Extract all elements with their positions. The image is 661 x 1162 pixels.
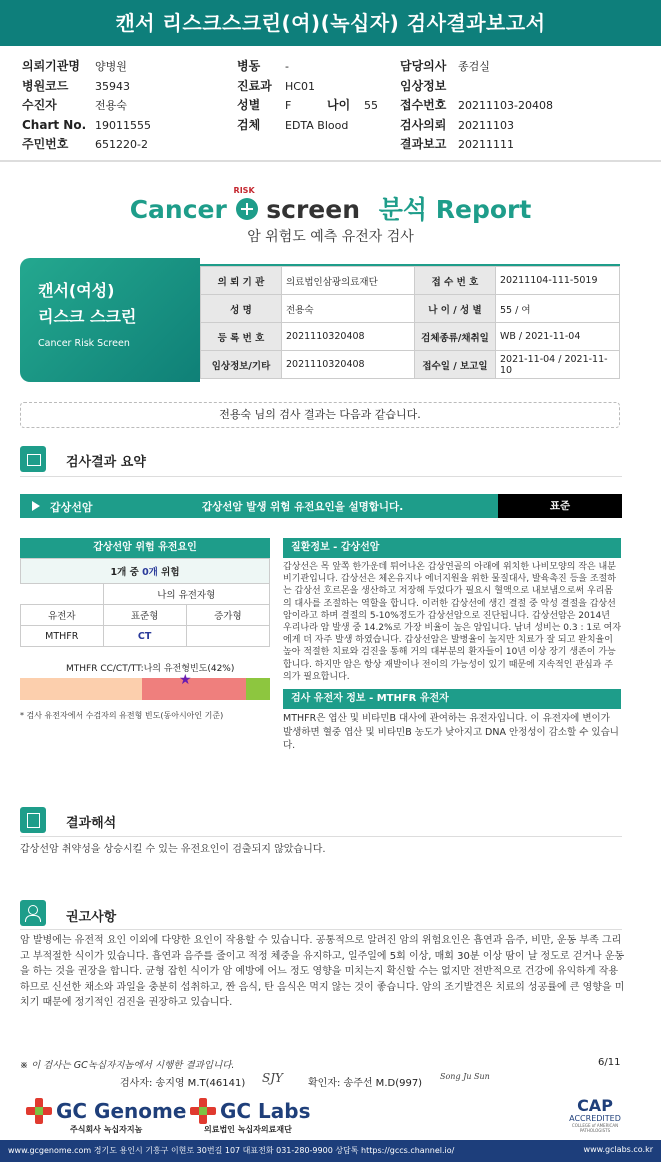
info-key: 임상정보/기타 (201, 351, 282, 379)
gene-name: MTHFR (21, 626, 104, 647)
info-value: 2021110320408 (282, 351, 415, 379)
info-key: 접 수 번 호 (415, 267, 496, 295)
interp-divider (20, 836, 622, 837)
bottom-address: www.gcgenome.com 경기도 용인시 기흥구 이현로 30번길 107 대표전화 031-280-9900 상담톡 https://gccs.channel.io/ (8, 1146, 455, 1155)
label-doctor: 담당의사 (400, 59, 447, 73)
gc-labs-logo (190, 1098, 311, 1135)
advice-text: 암 발병에는 유전적 요인 이외에 다양한 요인이 작용할 수 있습니다. 공통적으로 알려진 암의 위험요인은 흡연과 음주, 비만, 운동 부족 그리고 부적절한 식이가 있습니다. 흡연과 음주를 줄이고 적정 체중을 유지하고, 일주일에 5회 이상, 매회 30분 이상 땀이 날 정도로 걷거나 운동을 하는 것을 권장을 합니다. 균형 잡힌 식이가 암 예방에 어느 정도 영향을 미치는지 확신할 수는 없지만 전반적으로 건강에 유익하게 작용하므로 신선한 채소와 과일을 충분히 섭취하고, 짠 음식, 탄 음식은 먹지 않는 것이 좋습니다. 암의 조기발견은 치료의 성공률에 큰 영향을 미치기 때문에 정기적인 검진을 권장하고 있습니다. (20, 935, 625, 1008)
advice-divider (20, 929, 622, 930)
info-row (201, 267, 620, 295)
patient-col3 (400, 57, 446, 155)
info-key: 나 이 / 성 별 (415, 295, 496, 323)
info-table (200, 266, 620, 379)
card-title1: 캔서(여성) (38, 281, 115, 300)
label-hospital: 의뢰기관명 (22, 59, 80, 73)
cancer-desc: 갑상선암 발생 위험 유전요인을 설명합니다. (202, 501, 404, 513)
value-ssn: 651220-2 (95, 138, 148, 151)
my-genotype-label: 나의 유전자형 (103, 584, 270, 605)
value-request: 20211103 (458, 118, 514, 132)
value-age: 55 (364, 99, 379, 112)
label-hospital-code: 병원코드 (22, 78, 69, 93)
gc-labs-sub: 의료법인 녹십자의료재단 (204, 1125, 292, 1134)
freq-label: MTHFR CC/CT/TT:나의 유전형빈도(42%) (66, 664, 235, 674)
summary-divider (20, 476, 622, 477)
gc-labs-text: GC Labs (220, 1099, 311, 1123)
checker-signature: Song Ju Sun (440, 1072, 490, 1081)
patient-col1-values (95, 57, 151, 155)
gene-panel (20, 538, 270, 721)
info-row (201, 323, 620, 351)
freq-note: * 검사 유전자에서 수검자의 유전형 빈도(동아시아인 기준) (20, 711, 224, 720)
advice-title: 권고사항 (66, 910, 117, 925)
info-value: 2021-11-04 / 2021-11-10 (496, 351, 620, 379)
label-report: 결과보고 (400, 137, 447, 151)
gc-labs-cross-icon (190, 1098, 216, 1124)
page-number: 6/11 (598, 1057, 621, 1068)
risk-level-badge: 표준 (498, 494, 622, 518)
label-receipt: 접수번호 (400, 98, 447, 112)
bottom-url: www.gclabs.co.kr (583, 1145, 653, 1154)
count-post: 위험 (161, 567, 180, 578)
patient-col3-values (458, 57, 553, 155)
label-dept: 진료과 (237, 78, 272, 93)
bottom-bar (0, 1140, 661, 1162)
logo-report: 분석 Report (378, 195, 532, 224)
info-key: 의 뢰 기 관 (201, 267, 282, 295)
info-value: 20211104-111-5019 (496, 267, 620, 295)
cap-text: CAP (577, 1096, 613, 1115)
value-specimen: EDTA Blood (285, 118, 349, 132)
gene-count (21, 559, 270, 584)
value-chart: 19011555 (95, 118, 151, 132)
info-row (201, 351, 620, 379)
value-report: 20211111 (458, 138, 514, 151)
disease-panel (283, 538, 621, 753)
test-card (20, 258, 200, 382)
col-standard: 표준형 (103, 605, 186, 626)
report-logo (0, 186, 661, 226)
patient-col1 (22, 57, 86, 155)
logo-risk: RISK (233, 186, 255, 195)
interp-icon (20, 807, 46, 833)
gc-genome-text: GC Genome (56, 1099, 187, 1123)
info-key: 검체종류/채취일 (415, 323, 496, 351)
value-dept: HC01 (285, 79, 315, 93)
value-sex: F (285, 99, 292, 112)
value-patient: 전용숙 (95, 99, 127, 112)
logo-cancer: Cancer (129, 195, 227, 224)
info-value: 의료법인삼광의료재단 (282, 267, 415, 295)
info-key: 접수일 / 보고일 (415, 351, 496, 379)
cap-logo (560, 1098, 630, 1133)
label-clinical: 임상정보 (400, 78, 447, 93)
freq-segment-tt (246, 678, 270, 700)
patient-info (0, 52, 661, 152)
label-patient: 수진자 (22, 98, 57, 112)
age-row (327, 96, 378, 116)
freq-segment-cc (20, 678, 142, 700)
label-ward: 병동 (237, 59, 261, 73)
cap-sub: ACCREDITED (569, 1114, 621, 1123)
info-value: 2021110320408 (282, 323, 415, 351)
info-table-wrap (200, 264, 620, 380)
info-value: WB / 2021-11-04 (496, 323, 620, 351)
logo-screen: screen (266, 195, 361, 224)
cancer-name: 갑상선암 (50, 501, 93, 514)
footer-note: ※ 이 검사는 GC녹십자지놈에서 시행한 결과입니다. (20, 1060, 235, 1071)
freq-segment-ct (142, 678, 246, 700)
standard-value: CT (103, 626, 186, 647)
count-pre: 1개 중 (110, 567, 139, 578)
gene-table (20, 558, 270, 647)
gc-genome-logo (26, 1098, 186, 1135)
col-increased: 증가형 (186, 605, 269, 626)
result-notice: 전용숙 님의 검사 결과는 다음과 같습니다. (20, 402, 620, 428)
info-value: 55 / 여 (496, 295, 620, 323)
card-title2: 리스크 스크린 (38, 307, 137, 326)
tester-signature: SJY (262, 1071, 283, 1085)
value-hospital-code: 35943 (95, 79, 130, 93)
label-chart: Chart No. (22, 117, 87, 132)
value-receipt: 20211103-20408 (458, 99, 553, 112)
logo-target-icon (233, 186, 258, 220)
patient-col2 (237, 57, 272, 135)
label-age: 나이 (327, 98, 351, 112)
count-num: 0개 (142, 567, 158, 578)
report-header: 캔서 리스크스크린(여)(녹십자) 검사결과보고서 (0, 0, 661, 46)
cancer-bar (20, 494, 622, 518)
disease-title: 질환정보 - 갑상선암 (283, 538, 621, 558)
info-key: 성 명 (201, 295, 282, 323)
col-gene: 유전자 (21, 605, 104, 626)
value-doctor: 종검실 (458, 60, 490, 73)
interp-text: 갑상선암 취약성을 상승시킬 수 있는 유전요인이 검출되지 않았습니다. (20, 844, 326, 855)
summary-icon (20, 446, 46, 472)
divider (0, 160, 661, 162)
label-ssn: 주민번호 (22, 137, 69, 151)
info-row (201, 295, 620, 323)
label-sex: 성별 (237, 98, 261, 112)
gene-header: 갑상선암 위험 유전요인 (20, 538, 270, 558)
info-value: 전용숙 (282, 295, 415, 323)
label-specimen: 검체 (237, 117, 261, 132)
gc-cross-icon (26, 1098, 52, 1124)
geneinfo-text: MTHFR은 엽산 및 비타민B 대사에 관여하는 유전자입니다. 이 유전자에 변이가 발생하면 혈중 엽산 및 비타민B 농도가 낮아지고 DNA 안정성이 감소할 수 있습니다. (283, 713, 619, 752)
my-genotype-star-icon: ★ (179, 672, 192, 688)
value-ward: - (285, 60, 289, 73)
tester: 검사자: 송지영 M.T(46141) (120, 1078, 246, 1089)
report-subtitle: 암 위험도 예측 유전자 검사 (247, 229, 414, 245)
info-key: 등 록 번 호 (201, 323, 282, 351)
checker: 확인자: 송주선 M.D(997) (308, 1078, 423, 1089)
advice-icon (20, 900, 46, 926)
value-hospital: 양병원 (95, 60, 127, 73)
geneinfo-title: 검사 유전자 정보 - MTHFR 유전자 (283, 689, 621, 709)
cap-small: COLLEGE of AMERICAN PATHOLOGISTS (571, 1123, 619, 1133)
disease-text: 갑상선은 목 앞쪽 한가운데 튀어나온 갑상연골의 아래에 위치한 나비모양의 작은 내분비기관입니다. 갑상선은 체온유지나 에너지원을 위한 물질대사, 발육촉진 등을 조절하는 갑상선 호르몬을 생산하고 저장해 두었다가 필요시 혈액으로 내보냄으로써 우리몸의 대사를 조절하는 역할을 합니다. 이러한 갑상선에 생긴 결절 중 악성 결절을 갑상선암이라고 하며 결절의 5-10%정도가 갑상선암으로 진단됩니다. 갑상선암은 2014년 우리나라 암 발생 중 14.2%로 가장 비율이 높은 암입니다. 남녀 성비는 0.3 : 1로 여자에게 더 자주 발생 하였습니다. 갑상선암은 발병율이 높지만 치료가 잘 되고 완치율이 높아 적절한 치료와 검진을 통해 거의 대부분의 환자들이 10년 이상 장기 생존이 가능합니다. 하지만 암은 항상 재발이나 전이의 가능성이 있기 때문에 지속적인 관심과 주의가 필요합니다. (283, 562, 622, 682)
freq-bar (20, 672, 270, 700)
card-en: Cancer Risk Screen (38, 338, 130, 349)
increased-value (186, 626, 269, 647)
label-request: 검사의뢰 (400, 117, 447, 132)
gc-genome-sub: 주식회사 녹십자지놈 (70, 1125, 143, 1134)
play-arrow-icon (32, 501, 40, 511)
summary-title: 검사결과 요약 (66, 455, 146, 470)
interp-title: 결과해석 (66, 816, 117, 831)
